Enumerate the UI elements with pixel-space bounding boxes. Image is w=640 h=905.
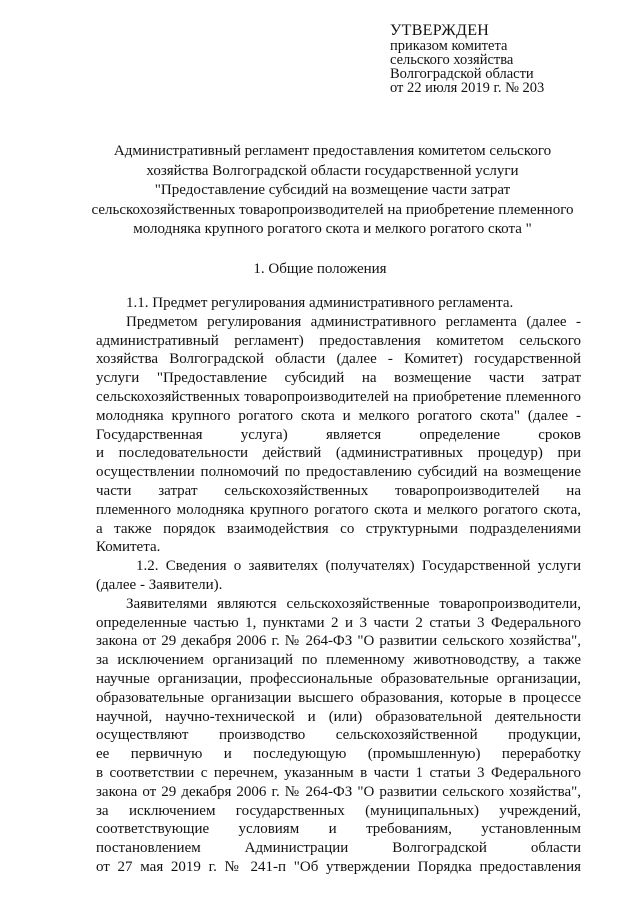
body-line: научные организации, профессиональные образовательные организации, [96, 670, 581, 687]
approval-line: Волгоградской области [390, 66, 534, 82]
body-line: осуществляют производство сельскохозяйственной продукции, [96, 727, 581, 744]
body-line: постановлением Администрации Волгоградской области [96, 840, 581, 857]
body-line: закона от 29 декабря 2006 г. № 264-ФЗ "О развитии сельского хозяйства", [96, 783, 581, 800]
body-line: ее первичную и последующую (промышленную) переработку [96, 746, 581, 763]
body-line: Заявителями являются сельскохозяйственные товаропроизводители, [126, 595, 581, 612]
body-line: сельскохозяйственных товаропроизводителей на приобретение племенного [96, 388, 581, 405]
body-line: молодняка крупного рогатого скота и мелкого рогатого скота" (далее - [96, 407, 581, 424]
body-line: научной, научно-технической и (или) образовательной деятельности [96, 708, 581, 725]
body-line: административный регламент) предоставления комитетом сельского [96, 332, 581, 349]
title-line: хозяйства Волгоградской области государственной услуги [146, 162, 519, 179]
body-line: племенного молодняка крупного рогатого скота и мелкого рогатого скота, [96, 501, 581, 518]
body-line: (далее - Заявители). [96, 576, 223, 593]
body-line: 1.2. Сведения о заявителях (получателях) Государственной услуги [136, 558, 581, 575]
body-line: Предметом регулирования административного регламента (далее - [126, 313, 581, 330]
body-line: а также порядок взаимодействия со структурными подразделениями [96, 520, 581, 537]
body-line: 1.1. Предмет регулирования административного регламента. [126, 295, 514, 311]
title-line: "Предоставление субсидий на возмещение части затрат [154, 182, 511, 199]
approval-stamp [390, 24, 620, 95]
title-line: молодняка крупного рогатого скота и мелкого рогатого скота " [133, 221, 532, 238]
body-line: Комитета. [96, 539, 161, 556]
approval-line: приказом комитета [390, 38, 508, 54]
body-line: образовательные организации высшего образования, которые в процессе [96, 689, 581, 706]
body-line: закона от 29 декабря 2006 г. № 264-ФЗ "О развитии сельского хозяйства", [96, 633, 581, 650]
document-title [60, 142, 605, 240]
section-heading: 1. Общие положения [253, 261, 387, 277]
body-line: в соответствии с перечнем, указанным в части 1 статьи 3 Федерального [96, 764, 581, 781]
title-line: сельскохозяйственных товаропроизводителей на приобретение племенного [91, 201, 574, 218]
body-line: осуществлении полномочий по предоставлению субсидий на возмещение [96, 464, 581, 481]
approval-heading: УТВЕРЖДЕН [390, 22, 490, 39]
body-line: за исключением государственных (муниципальных) учреждений, [96, 802, 581, 819]
body-line: соответствующие условиям и требованиям, установленным [96, 821, 581, 838]
body-line: определенные частью 1, пунктами 2 и 3 части 2 статьи 3 Федерального [96, 614, 581, 631]
body-line: и последовательности действий (административных процедур) при [96, 445, 581, 462]
body-line: Государственная услуга) является определение сроков [96, 426, 581, 443]
body-line: части затрат сельскохозяйственных товаропроизводителей на [96, 482, 581, 499]
body-line: за исключением организаций по племенному животноводству, а также [96, 652, 581, 669]
approval-line: сельского хозяйства [390, 52, 514, 68]
approval-date-line: от 22 июля 2019 г. № 203 [390, 80, 545, 96]
title-line: Административный регламент предоставления комитетом сельского [113, 143, 552, 159]
body-line: от 27 мая 2019 г. № 241-п "Об утверждении Порядка предоставления [96, 858, 581, 875]
body-line: услуги "Предоставление субсидий на возмещение части затрат [96, 370, 581, 387]
body-line: хозяйства Волгоградской области (далее - Комитет) государственной [96, 351, 581, 368]
document-body [96, 294, 581, 877]
